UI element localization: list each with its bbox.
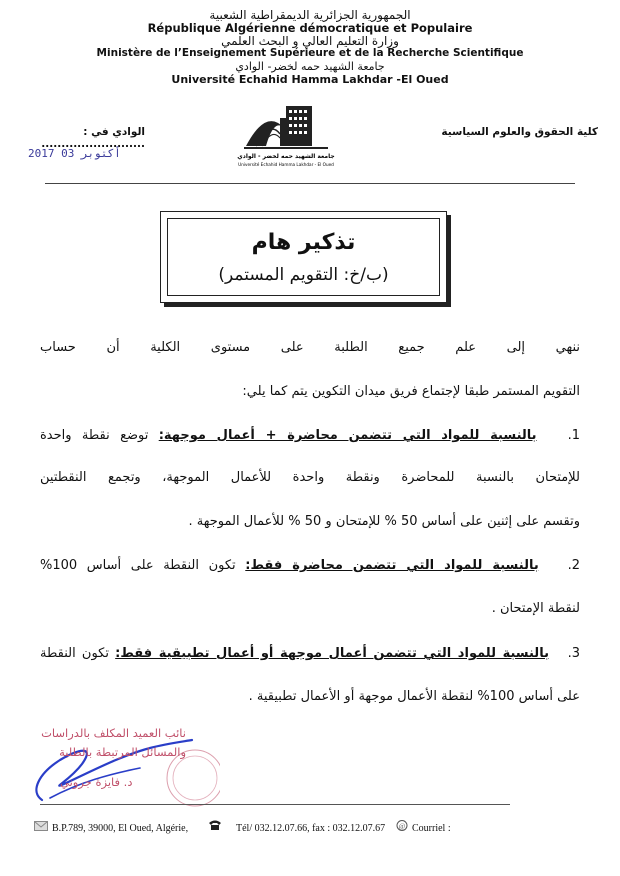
item-text: تكون النقطة على أساس 100% <box>40 558 236 573</box>
svg-text:@: @ <box>398 822 406 831</box>
notice-title: تذكير هام <box>251 230 356 255</box>
header-arabic-republic: الجمهورية الجزائرية الديمقراطية الشعبية <box>209 8 411 22</box>
title-box <box>160 211 447 303</box>
notice-subtitle: (ب/خ: التقويم المستمر) <box>218 265 389 285</box>
item-1-line-3: وتقسم على إثنين على أساس 50 % للإمتحان و 50 % للأعمال الموجهة . <box>188 514 580 529</box>
footer-email-label: Courriel : <box>412 823 451 834</box>
footer-divider <box>40 804 510 805</box>
header-french-ministry: Ministère de l’Enseignement Supérieure et de la Recherche Scientifique <box>96 47 524 59</box>
university-logo <box>236 98 336 172</box>
item-number: 2. <box>567 558 580 573</box>
stamp-title-line-1: نائب العميد المكلف بالدراسات <box>41 726 186 740</box>
date-stamp: 2017 أكتوبر 03 <box>28 147 121 160</box>
item-heading: بالنسبة للمواد التي تتضمن أعمال موجهة أو أعمال تطبيقية فقط: <box>115 646 549 661</box>
list-item <box>40 646 580 661</box>
phone-icon <box>208 819 222 834</box>
header-divider <box>45 183 575 184</box>
list-item <box>40 558 580 573</box>
header-arabic-university: جامعة الشهيد حمه لخضر- الوادي <box>235 60 385 73</box>
intro-line-1: ننهي إلى علم جميع الطلبة على مستوى الكلية أن حساب <box>40 340 580 355</box>
footer-phone-fax: Tél/ 032.12.07.66, fax : 032.12.07.67 <box>236 823 386 834</box>
item-heading: بالنسبة للمواد التي تتضمن محاضرة + أعمال موجهة: <box>158 428 537 443</box>
faculty-name: كلية الحقوق والعلوم السياسية <box>441 126 598 138</box>
item-heading: بالنسبة للمواد التي تتضمن محاضرة فقط: <box>245 558 539 573</box>
city-date-label: الوادي في : .......................... <box>41 126 145 150</box>
item-text: تكون النقطة <box>40 646 109 661</box>
footer-address: B.P.789, 39000, El Oued, Algérie, <box>52 823 189 834</box>
header-french-university: Université Echahid Hamma Lakhdar -El Oued <box>171 73 449 86</box>
item-3-line-2: على أساس 100% لنقطة الأعمال موجهة أو الأعمال تطبيقية . <box>248 689 580 704</box>
logo-caption-arabic: جامعة الشهيد حمه لخضر - الوادي <box>237 153 335 160</box>
logo-caption-french: Université Echahid Hamma Lakhdar - El Oued <box>238 162 334 167</box>
email-icon <box>396 820 408 834</box>
item-number: 1. <box>567 428 580 443</box>
signer-name: د. فايزة جروني <box>60 775 133 789</box>
item-2-line-2: لنقطة الإمتحان . <box>491 601 580 616</box>
list-item <box>40 428 580 443</box>
header-french-republic: République Algérienne démocratique et Populaire <box>147 21 473 35</box>
item-number: 3. <box>567 646 580 661</box>
stamp-title-line-2: والمسائل المرتبطة بالطلبة <box>59 745 186 759</box>
header-arabic-ministry: وزارة التعليم العالي و البحث العلمي <box>221 34 399 48</box>
item-text: توضع نقطة واحدة <box>40 428 149 443</box>
item-1-line-2: للإمتحان بالنسبة للمحاضرة ونقطة واحدة للأعمال الموجهة، وتجمع النقطتين <box>40 470 580 485</box>
intro-line-2: التقويم المستمر طبقا لإجتماع فريق ميدان التكوين يتم كما يلي: <box>242 384 580 399</box>
university-building-icon <box>236 98 336 172</box>
mail-icon <box>34 821 48 834</box>
